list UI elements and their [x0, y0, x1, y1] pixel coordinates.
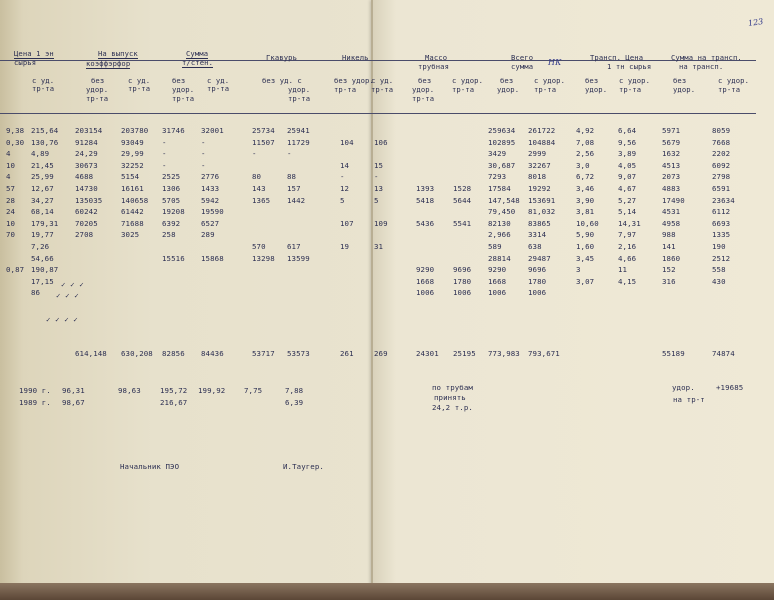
table-cell-c16: 152	[662, 265, 676, 275]
table-cell-c17: 6591	[712, 184, 731, 193]
table-cell-c12: 28814	[488, 253, 511, 263]
table-cell-c16: 4883	[662, 184, 681, 193]
total-c17: 74874	[712, 349, 735, 358]
sub-c1b: тр-та	[32, 84, 55, 93]
table-cell-c15: 4,67	[618, 184, 637, 193]
table-cell-c12: 1006	[488, 288, 507, 298]
sub-c4a: без	[172, 76, 186, 85]
table-cell-c10: 5418	[416, 195, 435, 205]
sub-c5b: тр-та	[207, 84, 230, 93]
table-cell-c5: 15868	[201, 253, 224, 263]
sub-c4b: удор.	[172, 85, 195, 94]
table-cell-c4: -	[162, 149, 167, 159]
sub-c4c: тр-та	[172, 94, 195, 103]
year-label: 1990 г.	[19, 386, 51, 395]
sub-c8b: тр-та	[334, 85, 357, 94]
total-c5: 84436	[201, 349, 224, 358]
table-cell-c3: 29,99	[121, 149, 144, 159]
table-cell-c12: 9290	[488, 265, 507, 275]
table-cell-c14: 3,90	[576, 195, 595, 205]
sub-c14b: удор.	[585, 85, 608, 94]
table-cell-c9: -	[374, 172, 379, 182]
table-cell-c3: 140658	[121, 195, 149, 205]
desk-edge	[0, 583, 774, 600]
table-cell-c17: 430	[712, 276, 726, 286]
edge-code: 24	[6, 207, 16, 217]
table-cell-c12: 79,450	[488, 207, 516, 217]
table-cell-c1: 19,77	[31, 230, 54, 240]
table-cell-c13: 1006	[528, 288, 547, 298]
table-cell-c1: 86	[31, 288, 41, 298]
table-cell-c17: 2512	[712, 253, 731, 263]
note-na-trta: на тр-т	[673, 395, 705, 404]
total-c10: 24301	[416, 349, 439, 358]
table-cell-c14: 3,45	[576, 253, 595, 263]
table-cell-c12: 102895	[488, 137, 516, 147]
edge-code: 57	[6, 184, 16, 193]
table-cell-c14: 3	[576, 265, 581, 275]
table-cell-c2: 4688	[75, 172, 94, 182]
table-cell-c5: -	[201, 160, 206, 170]
table-cell-c14: 5,90	[576, 230, 595, 240]
hdr-total: Всего	[511, 53, 534, 62]
page-number: 123	[747, 16, 764, 29]
sub-c8a: без удор.	[334, 76, 374, 85]
table-cell-c15: 9,56	[618, 137, 637, 147]
table-cell-c14: 6,72	[576, 172, 595, 182]
table-cell-c14: 7,08	[576, 137, 595, 147]
sub-c11b: тр-та	[452, 85, 475, 94]
table-cell-c1: 34,27	[31, 195, 54, 205]
table-cell-c2: 70205	[75, 218, 98, 228]
table-cell-c11: 1006	[453, 288, 472, 298]
table-cell-c5: -	[201, 149, 206, 159]
table-cell-c1: 12,67	[31, 184, 54, 193]
total-c9: 269	[374, 349, 388, 358]
table-cell-c12: 1668	[488, 276, 507, 286]
table-cell-c10: 9290	[416, 265, 435, 275]
table-cell-c6: 11507	[252, 137, 275, 147]
hdr-price: Цена 1 эн	[14, 49, 54, 58]
edge-code: 70	[6, 230, 16, 240]
table-cell-c15: 7,97	[618, 230, 637, 240]
year-v6: 6,39	[285, 398, 304, 407]
total-c3: 630,208	[121, 349, 153, 358]
sub-c10b: удор.	[412, 85, 435, 94]
edge-code: 0,87	[6, 265, 25, 275]
total-c16: 55189	[662, 349, 685, 358]
table-cell-c4: 258	[162, 230, 176, 240]
table-cell-c7: 25941	[287, 126, 310, 135]
table-cell-c11: 5541	[453, 218, 472, 228]
table-cell-c1: 179,31	[31, 218, 59, 228]
year-v4: 199,92	[198, 386, 226, 395]
table-cell-c4: 31746	[162, 126, 185, 135]
table-cell-c8: 12	[340, 184, 350, 193]
header-rule-bottom	[0, 113, 756, 114]
table-cell-c17: 1335	[712, 230, 731, 240]
table-cell-c9: 5	[374, 195, 379, 205]
table-cell-c15: 4,66	[618, 253, 637, 263]
edge-code: 0,30	[6, 137, 25, 147]
table-cell-c4: -	[162, 160, 167, 170]
table-cell-c16: 17490	[662, 195, 685, 205]
total-c12: 773,983	[488, 349, 520, 358]
table-cell-c15: 11	[618, 265, 628, 275]
table-cell-c2: 135035	[75, 195, 103, 205]
sub-c15a: с удор.	[619, 76, 650, 85]
year-v1: 96,31	[62, 386, 85, 395]
sub-c6a: без уд. с	[262, 76, 302, 85]
table-cell-c17: 23634	[712, 195, 735, 205]
sub-c14a: без	[585, 76, 599, 85]
table-cell-c3: 93049	[121, 137, 144, 147]
table-cell-c17: 558	[712, 265, 726, 275]
sub-c9a: с уд.	[371, 76, 394, 85]
year-v3: 195,72	[160, 386, 188, 395]
year-v1: 98,67	[62, 398, 85, 407]
table-cell-c13: 2999	[528, 149, 547, 159]
table-cell-c17: 190	[712, 242, 726, 251]
hdr-coeff: коэффэрфор	[86, 59, 131, 68]
table-cell-c5: 32001	[201, 126, 224, 135]
table-cell-c5: 19590	[201, 207, 224, 217]
table-cell-c1: 17,15	[31, 276, 54, 286]
table-cell-c17: 8059	[712, 126, 731, 135]
table-cell-c17: 2798	[712, 172, 731, 182]
chief-name: И.Таугер.	[283, 462, 324, 471]
table-cell-c12: 259634	[488, 126, 516, 135]
year-v3: 216,67	[160, 398, 188, 407]
table-cell-c12: 589	[488, 242, 502, 251]
table-cell-c4: 5705	[162, 195, 181, 205]
table-cell-c16: 316	[662, 276, 676, 286]
table-cell-c14: 1,60	[576, 242, 595, 251]
note-udor: удор.	[672, 383, 695, 392]
table-cell-c13: 32267	[528, 160, 551, 170]
table-cell-c5: 1433	[201, 184, 220, 193]
table-cell-c17: 7668	[712, 137, 731, 147]
table-cell-c6: 570	[252, 242, 266, 251]
sub-c10c: тр-та	[412, 94, 435, 103]
hdr-price-sub: сырья	[14, 58, 37, 67]
table-cell-c15: 2,16	[618, 242, 637, 251]
table-cell-c1: 21,45	[31, 160, 54, 170]
table-cell-c13: 153691	[528, 195, 556, 205]
sub-c15b: тр-та	[619, 85, 642, 94]
year-label: 1989 г.	[19, 398, 51, 407]
table-cell-c2: 91284	[75, 137, 98, 147]
table-cell-c5: 289	[201, 230, 215, 240]
hdr-output: На выпуск	[98, 49, 138, 58]
table-cell-c14: 2,56	[576, 149, 595, 159]
note-pipes-2: принять	[434, 393, 466, 402]
table-cell-c10: 5436	[416, 218, 435, 228]
total-c4: 82856	[162, 349, 185, 358]
sub-c17a: с удор.	[718, 76, 749, 85]
hdr-sum-transp: Сумма на трансп.	[671, 53, 742, 62]
table-cell-c6: -	[252, 149, 257, 159]
table-cell-c15: 5,27	[618, 195, 637, 205]
sub-c17b: тр-та	[718, 85, 741, 94]
table-cell-c10: 1668	[416, 276, 435, 286]
table-cell-c13: 83865	[528, 218, 551, 228]
note-plus: +19685	[716, 383, 744, 392]
table-cell-c12: 3429	[488, 149, 507, 159]
table-cell-c5: 6527	[201, 218, 220, 228]
table-cell-c14: 3,46	[576, 184, 595, 193]
table-cell-c5: 2776	[201, 172, 220, 182]
table-cell-c15: 9,07	[618, 172, 637, 182]
table-cell-c16: 4513	[662, 160, 681, 170]
table-cell-c17: 2202	[712, 149, 731, 159]
table-cell-c6: 80	[252, 172, 262, 182]
table-cell-c13: 261722	[528, 126, 556, 135]
table-cell-c3: 5154	[121, 172, 140, 182]
hdr-massa2: трубная	[418, 62, 449, 71]
table-cell-c2: 203154	[75, 126, 103, 135]
hdr-total-sum: сумма	[511, 62, 534, 71]
table-cell-c13: 638	[528, 242, 542, 251]
table-cell-c1: 130,76	[31, 137, 59, 147]
sub-c16b: удор.	[673, 85, 696, 94]
table-cell-c16: 988	[662, 230, 676, 240]
table-cell-c11: 1780	[453, 276, 472, 286]
hdr-nikel: Никель	[342, 53, 369, 62]
hdr-sum: Сумма	[186, 49, 209, 58]
total-c6: 53717	[252, 349, 275, 358]
table-cell-c15: 6,64	[618, 126, 637, 135]
table-cell-c8: 19	[340, 242, 350, 251]
table-cell-c3: 71688	[121, 218, 144, 228]
edge-code: 4	[6, 172, 11, 182]
year-v2: 98,63	[118, 386, 141, 395]
sub-c12b: удор.	[497, 85, 520, 94]
table-cell-c12: 82130	[488, 218, 511, 228]
hdr-gkaur: Гкавурь	[266, 53, 297, 62]
tick-marks-3: ✓ ✓ ✓ ✓	[46, 315, 78, 324]
table-cell-c1: 190,87	[31, 265, 59, 275]
table-cell-c9: 106	[374, 137, 388, 147]
table-cell-c13: 81,032	[528, 207, 556, 217]
table-cell-c2: 14730	[75, 184, 98, 193]
edge-code: 9,38	[6, 126, 25, 135]
table-cell-c14: 3,81	[576, 207, 595, 217]
table-cell-c7: 88	[287, 172, 297, 182]
table-cell-c9: 13	[374, 184, 384, 193]
hdr-sum2: т/стен.	[182, 58, 213, 67]
hdr-sum-transp2: на трансп.	[679, 62, 724, 71]
table-cell-c17: 6112	[712, 207, 731, 217]
sub-c2c: тр-та	[86, 94, 109, 103]
table-cell-c1: 54,66	[31, 253, 54, 263]
table-cell-c5: -	[201, 137, 206, 147]
table-cell-c14: 10,60	[576, 218, 599, 228]
table-cell-c15: 5,14	[618, 207, 637, 217]
table-cell-c11: 1528	[453, 184, 472, 193]
table-cell-c6: 13298	[252, 253, 275, 263]
table-cell-c9: 15	[374, 160, 384, 170]
table-cell-c6: 25734	[252, 126, 275, 135]
table-cell-c2: 2708	[75, 230, 94, 240]
table-cell-c14: 4,92	[576, 126, 595, 135]
table-cell-c8: -	[340, 172, 345, 182]
table-cell-c7: 11729	[287, 137, 310, 147]
edge-code: 10	[6, 218, 16, 228]
table-cell-c2: 60242	[75, 207, 98, 217]
table-cell-c7: 13599	[287, 253, 310, 263]
table-cell-c3: 3025	[121, 230, 140, 240]
table-cell-c13: 29487	[528, 253, 551, 263]
table-cell-c8: 14	[340, 160, 350, 170]
hdr-massa: Массо	[425, 53, 448, 62]
total-c7: 53573	[287, 349, 310, 358]
table-cell-c16: 141	[662, 242, 676, 251]
sub-c10a: без	[418, 76, 432, 85]
table-cell-c3: 16161	[121, 184, 144, 193]
table-cell-c4: 19208	[162, 207, 185, 217]
table-cell-c15: 4,05	[618, 160, 637, 170]
table-cell-c13: 9696	[528, 265, 547, 275]
year-v6: 7,88	[285, 386, 304, 395]
table-cell-c12: 30,687	[488, 160, 516, 170]
table-cell-c12: 2,966	[488, 230, 511, 240]
table-cell-c1: 4,89	[31, 149, 50, 159]
table-cell-c11: 5644	[453, 195, 472, 205]
sub-c6b: удор.	[288, 85, 311, 94]
table-cell-c2: 24,29	[75, 149, 98, 159]
hdr-transp: Трансп. Цена	[590, 53, 644, 62]
sub-c2a: без	[91, 76, 105, 85]
table-cell-c13: 3314	[528, 230, 547, 240]
table-cell-c10: 1006	[416, 288, 435, 298]
table-cell-c13: 8018	[528, 172, 547, 182]
total-c13: 793,671	[528, 349, 560, 358]
sub-c2b: удор.	[86, 85, 109, 94]
edge-code: 10	[6, 160, 16, 170]
table-cell-c7: -	[287, 149, 292, 159]
table-cell-c4: 2525	[162, 172, 181, 182]
table-cell-c6: 1365	[252, 195, 271, 205]
tick-marks-2: ✓ ✓ ✓	[56, 291, 79, 300]
edge-code: 28	[6, 195, 16, 205]
note-pipes-3: 24,2 т.р.	[432, 403, 473, 412]
table-cell-c8: 5	[340, 195, 345, 205]
table-cell-c5: 5942	[201, 195, 220, 205]
table-cell-c14: 3,0	[576, 160, 590, 170]
tick-marks-1: ✓ ✓ ✓	[61, 280, 84, 289]
table-cell-c9: 109	[374, 218, 388, 228]
sub-c13a: с удор.	[534, 76, 565, 85]
table-cell-c15: 3,89	[618, 149, 637, 159]
table-cell-c13: 19292	[528, 184, 551, 193]
table-cell-c1: 215,64	[31, 126, 59, 135]
table-cell-c8: 107	[340, 218, 354, 228]
sub-c6c: тр-та	[288, 94, 311, 103]
sub-c13b: тр-та	[534, 85, 557, 94]
hdr-total-hw: НК	[548, 58, 562, 67]
sub-c11a: с удор.	[452, 76, 483, 85]
table-cell-c4: 15516	[162, 253, 185, 263]
hdr-transp2: 1 тн сырья	[607, 62, 652, 71]
table-cell-c7: 617	[287, 242, 301, 251]
table-cell-c14: 3,07	[576, 276, 595, 286]
table-cell-c16: 2073	[662, 172, 681, 182]
chief-label: Начальник ПЭО	[120, 462, 180, 471]
table-cell-c7: 1442	[287, 195, 306, 205]
table-cell-c13: 104884	[528, 137, 556, 147]
table-cell-c2: 30673	[75, 160, 98, 170]
edge-code: 4	[6, 149, 11, 159]
sub-c5a: с уд.	[207, 76, 230, 85]
total-c8: 261	[340, 349, 354, 358]
table-cell-c12: 7293	[488, 172, 507, 182]
year-v5: 7,75	[244, 386, 263, 395]
table-cell-c6: 143	[252, 184, 266, 193]
sub-c3a: с уд.	[128, 76, 151, 85]
table-cell-c15: 4,15	[618, 276, 637, 286]
table-cell-c4: -	[162, 137, 167, 147]
table-cell-c7: 157	[287, 184, 301, 193]
total-c2: 614,148	[75, 349, 107, 358]
table-cell-c8: 104	[340, 137, 354, 147]
table-cell-c4: 1306	[162, 184, 181, 193]
table-cell-c3: 203780	[121, 126, 149, 135]
table-cell-c17: 6092	[712, 160, 731, 170]
sub-c3b: тр-та	[128, 84, 151, 93]
table-cell-c12: 17584	[488, 184, 511, 193]
sub-c9b: тр-та	[371, 85, 394, 94]
table-cell-c9: 31	[374, 242, 384, 251]
table-cell-c1: 7,26	[31, 242, 50, 251]
table-cell-c12: 147,548	[488, 195, 520, 205]
table-cell-c16: 5971	[662, 126, 681, 135]
note-pipes-1: по трубам	[432, 383, 473, 392]
sub-c12a: без	[500, 76, 514, 85]
table-cell-c16: 1860	[662, 253, 681, 263]
table-cell-c16: 4958	[662, 218, 681, 228]
table-cell-c3: 32252	[121, 160, 144, 170]
table-cell-c13: 1780	[528, 276, 547, 286]
table-cell-c10: 1393	[416, 184, 435, 193]
table-cell-c1: 68,14	[31, 207, 54, 217]
table-cell-c16: 1632	[662, 149, 681, 159]
sub-c16a: без	[673, 76, 687, 85]
table-cell-c3: 61442	[121, 207, 144, 217]
table-cell-c17: 6693	[712, 218, 731, 228]
total-c11: 25195	[453, 349, 476, 358]
table-cell-c4: 6392	[162, 218, 181, 228]
table-cell-c16: 5679	[662, 137, 681, 147]
table-cell-c16: 4531	[662, 207, 681, 217]
table-cell-c15: 14,31	[618, 218, 641, 228]
table-cell-c1: 25,99	[31, 172, 54, 182]
sub-c1a: с уд.	[32, 76, 55, 85]
table-cell-c11: 9696	[453, 265, 472, 275]
